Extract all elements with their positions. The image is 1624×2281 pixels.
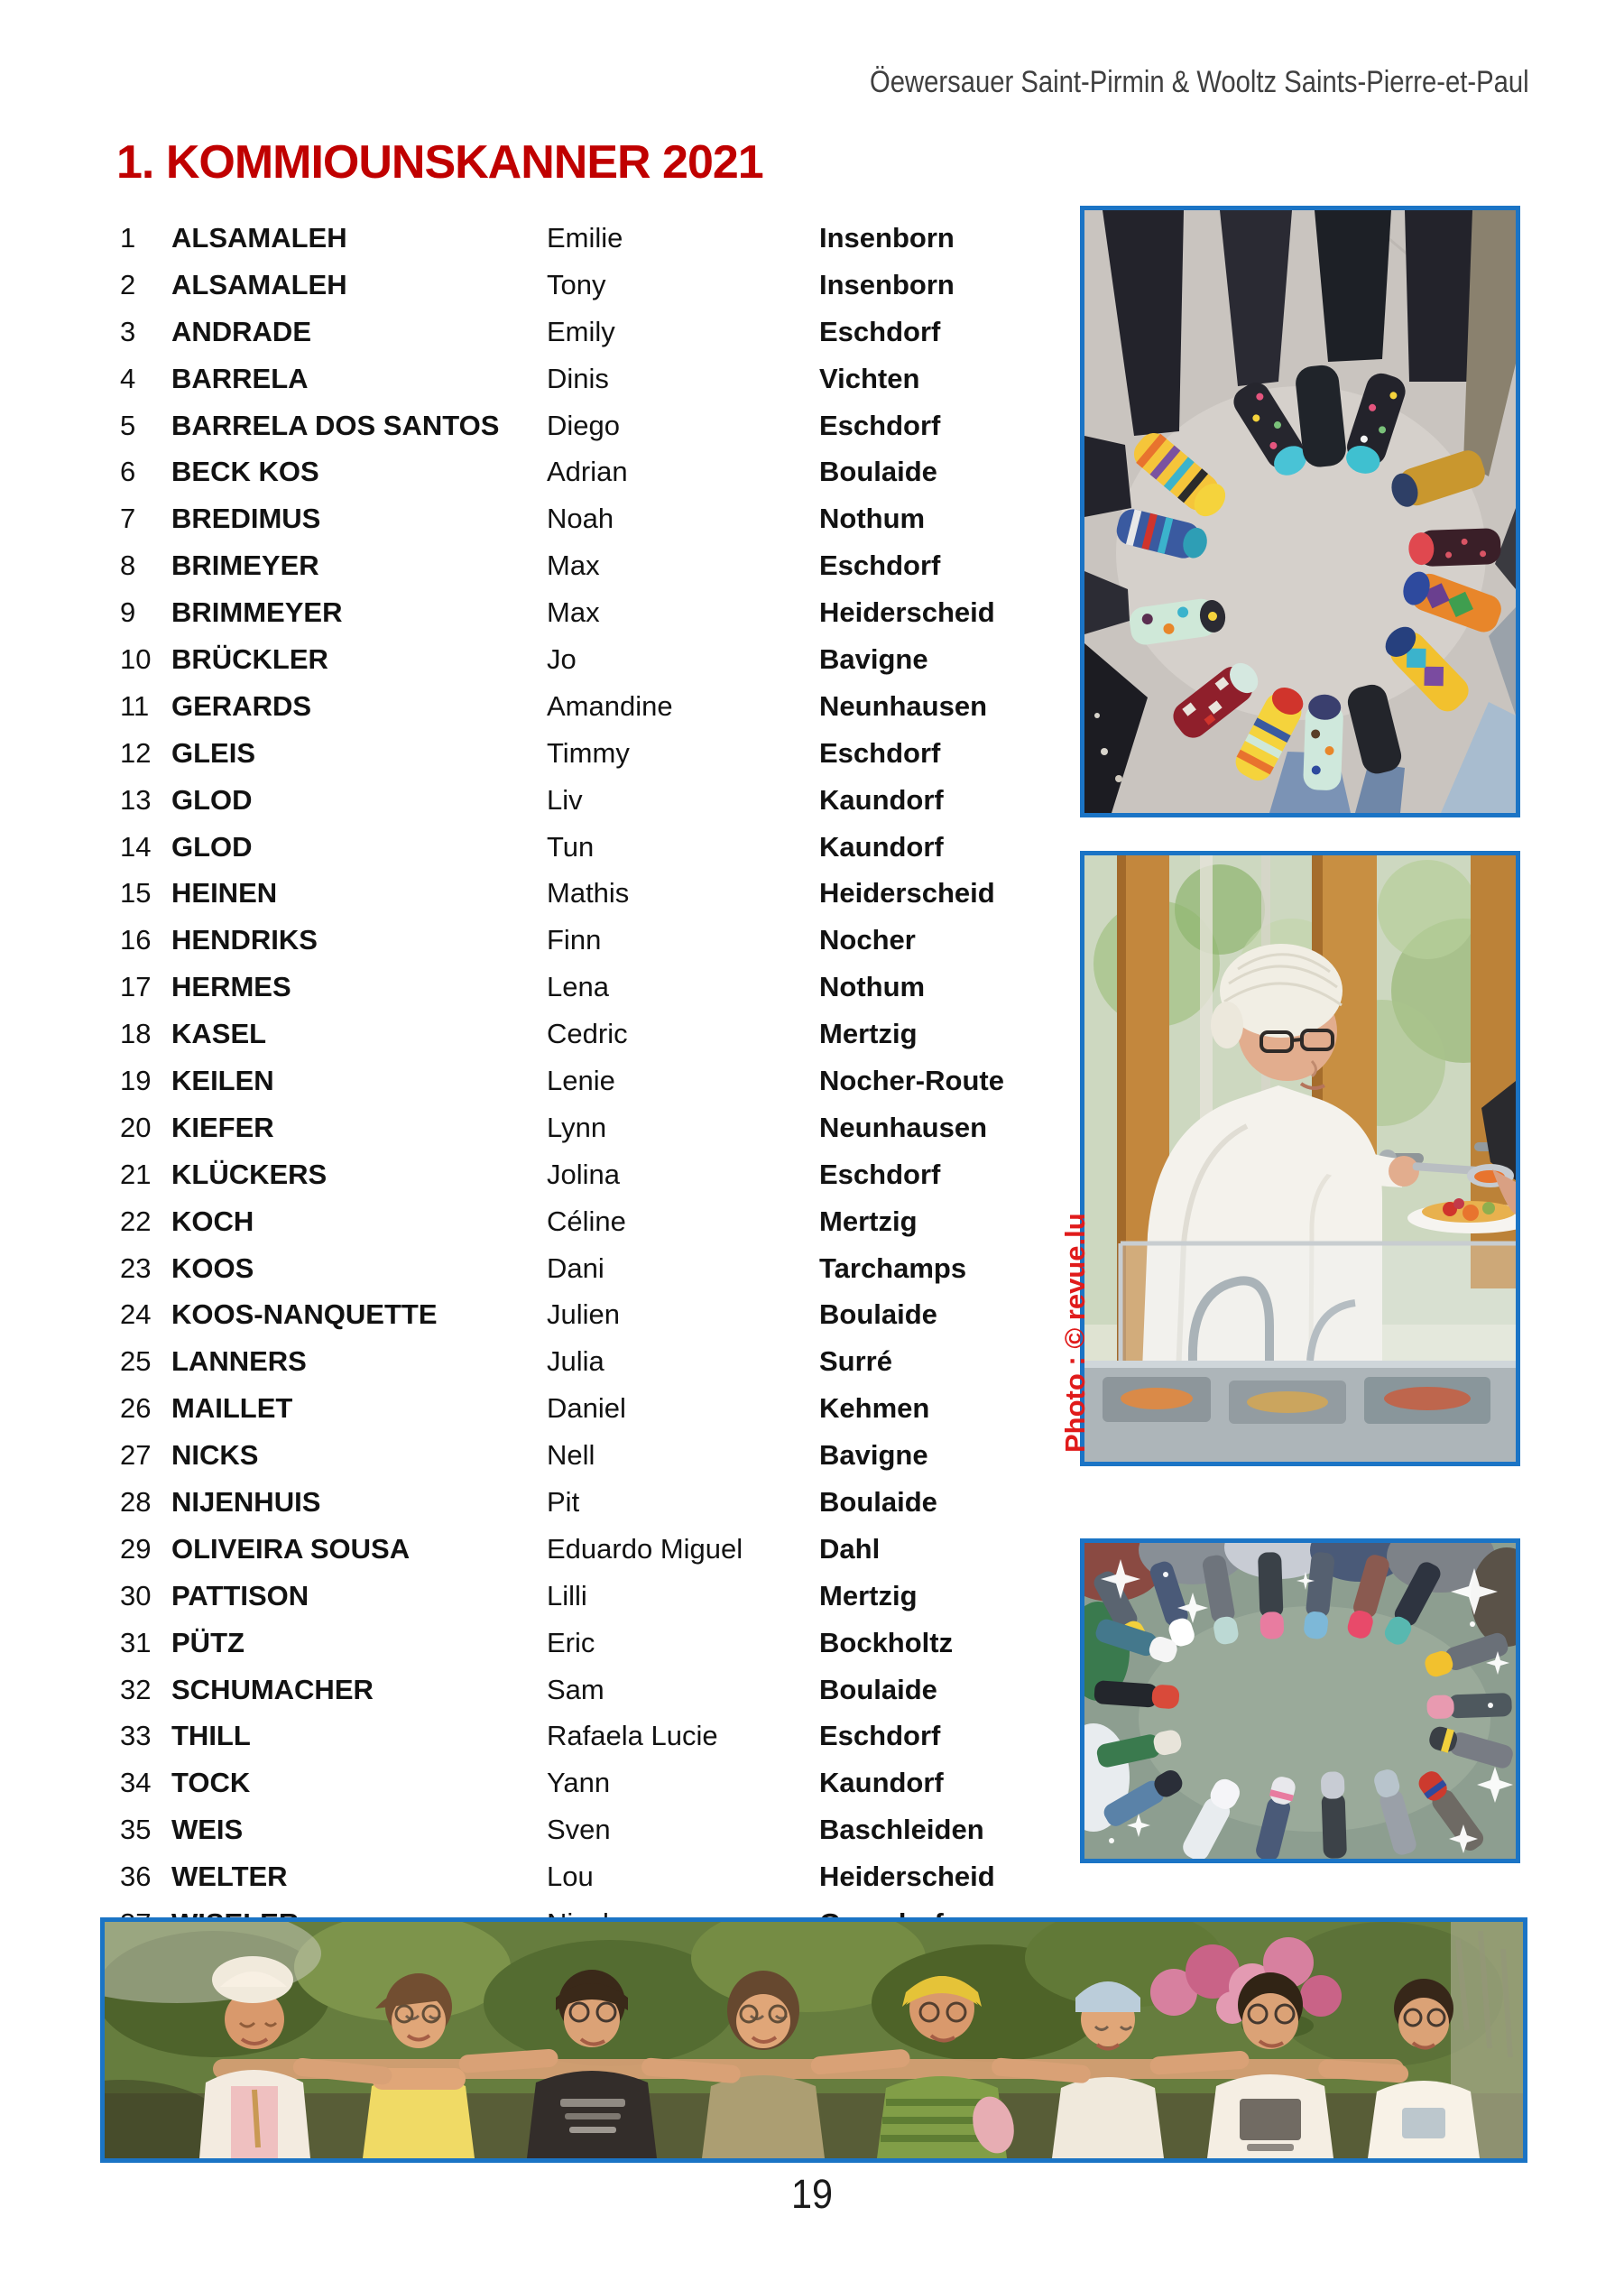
row-place: Nocher [819, 924, 916, 956]
page-header: Öewersauer Saint-Pirmin & Wooltz Saints-Pierre-et-Paul [870, 65, 1529, 99]
row-place: Kehmen [819, 1392, 930, 1425]
list-row [120, 1198, 1076, 1245]
photo-group [100, 1917, 1527, 2163]
row-surname: BREDIMUS [171, 503, 321, 535]
row-surname: THILL [171, 1720, 251, 1752]
row-firstname: Nell [547, 1439, 595, 1472]
list-row [120, 495, 1076, 542]
row-surname: BARRELA DOS SANTOS [171, 409, 500, 441]
row-surname: ALSAMALEH [171, 268, 347, 300]
list-row [120, 870, 1076, 917]
row-surname: BRÜCKLER [171, 642, 328, 675]
row-place: Kaundorf [819, 830, 944, 863]
row-number: 15 [120, 877, 152, 910]
row-firstname: Liv [547, 783, 583, 816]
row-surname: GLEIS [171, 736, 256, 769]
row-place: Baschleiden [819, 1814, 984, 1846]
row-firstname: Lilli [547, 1579, 587, 1611]
row-number: 33 [120, 1720, 152, 1752]
row-place: Boulaide [819, 1298, 937, 1331]
row-firstname: Sven [547, 1814, 611, 1846]
group-photo-image [105, 1922, 1523, 2158]
row-place: Eschdorf [819, 549, 941, 582]
list-row [120, 262, 1076, 309]
row-number: 24 [120, 1298, 152, 1331]
row-place: Bavigne [819, 642, 928, 675]
list-row [120, 1667, 1076, 1713]
row-number: 11 [120, 689, 150, 722]
row-number: 31 [120, 1626, 152, 1658]
row-place: Eschdorf [819, 409, 941, 441]
list-row [120, 964, 1076, 1011]
row-number: 17 [120, 971, 152, 1003]
page-number: 19 [790, 2171, 834, 2217]
list-row [120, 1759, 1076, 1806]
row-place: Kaundorf [819, 1767, 944, 1799]
row-surname: HEINEN [171, 877, 278, 910]
row-surname: NIJENHUIS [171, 1485, 321, 1518]
row-place: Mertzig [819, 1205, 918, 1237]
row-number: 23 [120, 1251, 152, 1284]
list-row [120, 402, 1076, 449]
kids-socks-image [1084, 1543, 1516, 1859]
row-firstname: Finn [547, 924, 602, 956]
row-surname: TOCK [171, 1767, 251, 1799]
row-firstname: Noah [547, 503, 614, 535]
row-firstname: Cedric [547, 1018, 628, 1050]
row-firstname: Yann [547, 1767, 611, 1799]
row-firstname: Mathis [547, 877, 630, 910]
photo-cafeteria-serving [1059, 851, 1520, 1466]
row-number: 30 [120, 1579, 152, 1611]
list-row [120, 1104, 1076, 1151]
row-number: 27 [120, 1439, 152, 1472]
list-row [120, 824, 1076, 871]
cafeteria-image [1084, 855, 1516, 1462]
row-place: Boulaide [819, 456, 937, 488]
row-firstname: Lou [547, 1861, 594, 1893]
row-firstname: Tun [547, 830, 595, 863]
row-number: 34 [120, 1767, 152, 1799]
row-number: 21 [120, 1158, 152, 1190]
row-firstname: Lena [547, 971, 609, 1003]
row-surname: GLOD [171, 783, 253, 816]
row-place: Bockholtz [819, 1626, 954, 1658]
row-surname: GERARDS [171, 689, 312, 722]
row-number: 9 [120, 596, 136, 629]
row-place: Heiderscheid [819, 877, 995, 910]
row-firstname: Dinis [547, 362, 609, 394]
row-number: 22 [120, 1205, 152, 1237]
row-place: Eschdorf [819, 315, 941, 347]
list-row [120, 1338, 1076, 1385]
row-place: Vichten [819, 362, 920, 394]
row-number: 13 [120, 783, 152, 816]
list-row [120, 1151, 1076, 1198]
list-row [120, 448, 1076, 495]
row-surname: WEIS [171, 1814, 244, 1846]
row-place: Boulaide [819, 1673, 937, 1705]
row-number: 18 [120, 1018, 152, 1050]
row-place: Heiderscheid [819, 596, 995, 629]
row-surname: BRIMMEYER [171, 596, 343, 629]
row-firstname: Jo [547, 642, 577, 675]
row-firstname: Diego [547, 409, 620, 441]
list-row [120, 1479, 1076, 1526]
list-row [120, 309, 1076, 356]
list-row [120, 589, 1076, 636]
communion-list [120, 215, 1076, 1947]
row-place: Bavigne [819, 1439, 928, 1472]
row-surname: MAILLET [171, 1392, 293, 1425]
row-surname: OLIVEIRA SOUSA [171, 1532, 411, 1565]
row-firstname: Daniel [547, 1392, 626, 1425]
row-surname: KEILEN [171, 1064, 274, 1096]
socks-circle-image [1084, 210, 1516, 813]
row-surname: BARRELA [171, 362, 309, 394]
list-row [120, 1853, 1076, 1900]
row-place: Surré [819, 1345, 892, 1378]
row-place: Nothum [819, 971, 926, 1003]
row-number: 32 [120, 1673, 152, 1705]
row-firstname: Pit [547, 1485, 580, 1518]
row-surname: PATTISON [171, 1579, 309, 1611]
row-firstname: Sam [547, 1673, 604, 1705]
row-place: Dahl [819, 1532, 881, 1565]
row-number: 3 [120, 315, 136, 347]
row-place: Kaundorf [819, 783, 944, 816]
row-surname: PÜTZ [171, 1626, 245, 1658]
list-row [120, 917, 1076, 964]
row-surname: ANDRADE [171, 315, 311, 347]
row-surname: NICKS [171, 1439, 259, 1472]
row-surname: WELTER [171, 1861, 288, 1893]
list-row [120, 1057, 1076, 1104]
list-row [120, 1573, 1076, 1620]
list-row [120, 542, 1076, 589]
row-surname: KIEFER [171, 1111, 274, 1143]
row-surname: HENDRIKS [171, 924, 318, 956]
row-place: Insenborn [819, 221, 955, 254]
row-number: 2 [120, 268, 136, 300]
row-number: 35 [120, 1814, 152, 1846]
row-firstname: Céline [547, 1205, 626, 1237]
row-surname: KLÜCKERS [171, 1158, 328, 1190]
row-number: 29 [120, 1532, 152, 1565]
row-firstname: Rafaela Lucie [547, 1720, 718, 1752]
list-row [120, 1385, 1076, 1432]
row-firstname: Adrian [547, 456, 628, 488]
row-number: 1 [120, 221, 136, 254]
row-number: 10 [120, 642, 152, 675]
row-surname: KASEL [171, 1018, 267, 1050]
row-number: 20 [120, 1111, 152, 1143]
row-firstname: Max [547, 549, 600, 582]
page-title: 1. KOMMIOUNSKANNER 2021 [116, 136, 763, 189]
row-surname: KOOS-NANQUETTE [171, 1298, 438, 1331]
row-surname: KOOS [171, 1251, 254, 1284]
row-place: Insenborn [819, 268, 955, 300]
row-place: Eschdorf [819, 1158, 941, 1190]
row-place: Boulaide [819, 1485, 937, 1518]
row-number: 4 [120, 362, 136, 394]
row-number: 12 [120, 736, 152, 769]
row-number: 6 [120, 456, 136, 488]
list-row [120, 1432, 1076, 1479]
row-number: 5 [120, 409, 136, 441]
row-place: Eschdorf [819, 1720, 941, 1752]
row-firstname: Jolina [547, 1158, 620, 1190]
row-number: 16 [120, 924, 152, 956]
row-firstname: Tony [547, 268, 606, 300]
row-place: Tarchamps [819, 1251, 967, 1284]
list-row [120, 1011, 1076, 1057]
list-row [120, 1291, 1076, 1338]
row-place: Eschdorf [819, 736, 941, 769]
list-row [120, 1806, 1076, 1853]
row-firstname: Emily [547, 315, 615, 347]
row-firstname: Timmy [547, 736, 630, 769]
list-row [120, 777, 1076, 824]
row-place: Mertzig [819, 1018, 918, 1050]
row-firstname: Lynn [547, 1111, 607, 1143]
row-number: 28 [120, 1485, 152, 1518]
row-number: 8 [120, 549, 136, 582]
row-surname: HERMES [171, 971, 291, 1003]
row-firstname: Eduardo Miguel [547, 1532, 743, 1565]
row-firstname: Emilie [547, 221, 623, 254]
photo-socks-circle [1080, 206, 1520, 817]
row-place: Neunhausen [819, 1111, 988, 1143]
list-row [120, 1620, 1076, 1667]
row-firstname: Julien [547, 1298, 620, 1331]
photo-credit: Photo : © revue.lu [1059, 1213, 1091, 1453]
list-row [120, 683, 1076, 730]
row-place: Nothum [819, 503, 926, 535]
row-surname: SCHUMACHER [171, 1673, 374, 1705]
row-firstname: Amandine [547, 689, 673, 722]
row-number: 7 [120, 503, 136, 535]
row-surname: KOCH [171, 1205, 254, 1237]
list-row [120, 1526, 1076, 1573]
list-row [120, 730, 1076, 777]
row-number: 19 [120, 1064, 152, 1096]
row-place: Heiderscheid [819, 1861, 995, 1893]
row-firstname: Eric [547, 1626, 595, 1658]
row-number: 36 [120, 1861, 152, 1893]
row-firstname: Max [547, 596, 600, 629]
list-row [120, 356, 1076, 402]
row-place: Nocher-Route [819, 1064, 1004, 1096]
row-firstname: Dani [547, 1251, 604, 1284]
photo-kids-socks-circle [1080, 1538, 1520, 1863]
row-surname: BRIMEYER [171, 549, 319, 582]
row-number: 26 [120, 1392, 152, 1425]
row-place: Mertzig [819, 1579, 918, 1611]
row-surname: GLOD [171, 830, 253, 863]
list-row [120, 215, 1076, 262]
row-firstname: Lenie [547, 1064, 615, 1096]
row-number: 14 [120, 830, 152, 863]
row-surname: ALSAMALEH [171, 221, 347, 254]
row-number: 25 [120, 1345, 152, 1378]
list-row [120, 1713, 1076, 1760]
row-firstname: Julia [547, 1345, 604, 1378]
list-row [120, 1245, 1076, 1292]
row-surname: BECK KOS [171, 456, 319, 488]
row-surname: LANNERS [171, 1345, 307, 1378]
row-place: Neunhausen [819, 689, 988, 722]
list-row [120, 636, 1076, 683]
